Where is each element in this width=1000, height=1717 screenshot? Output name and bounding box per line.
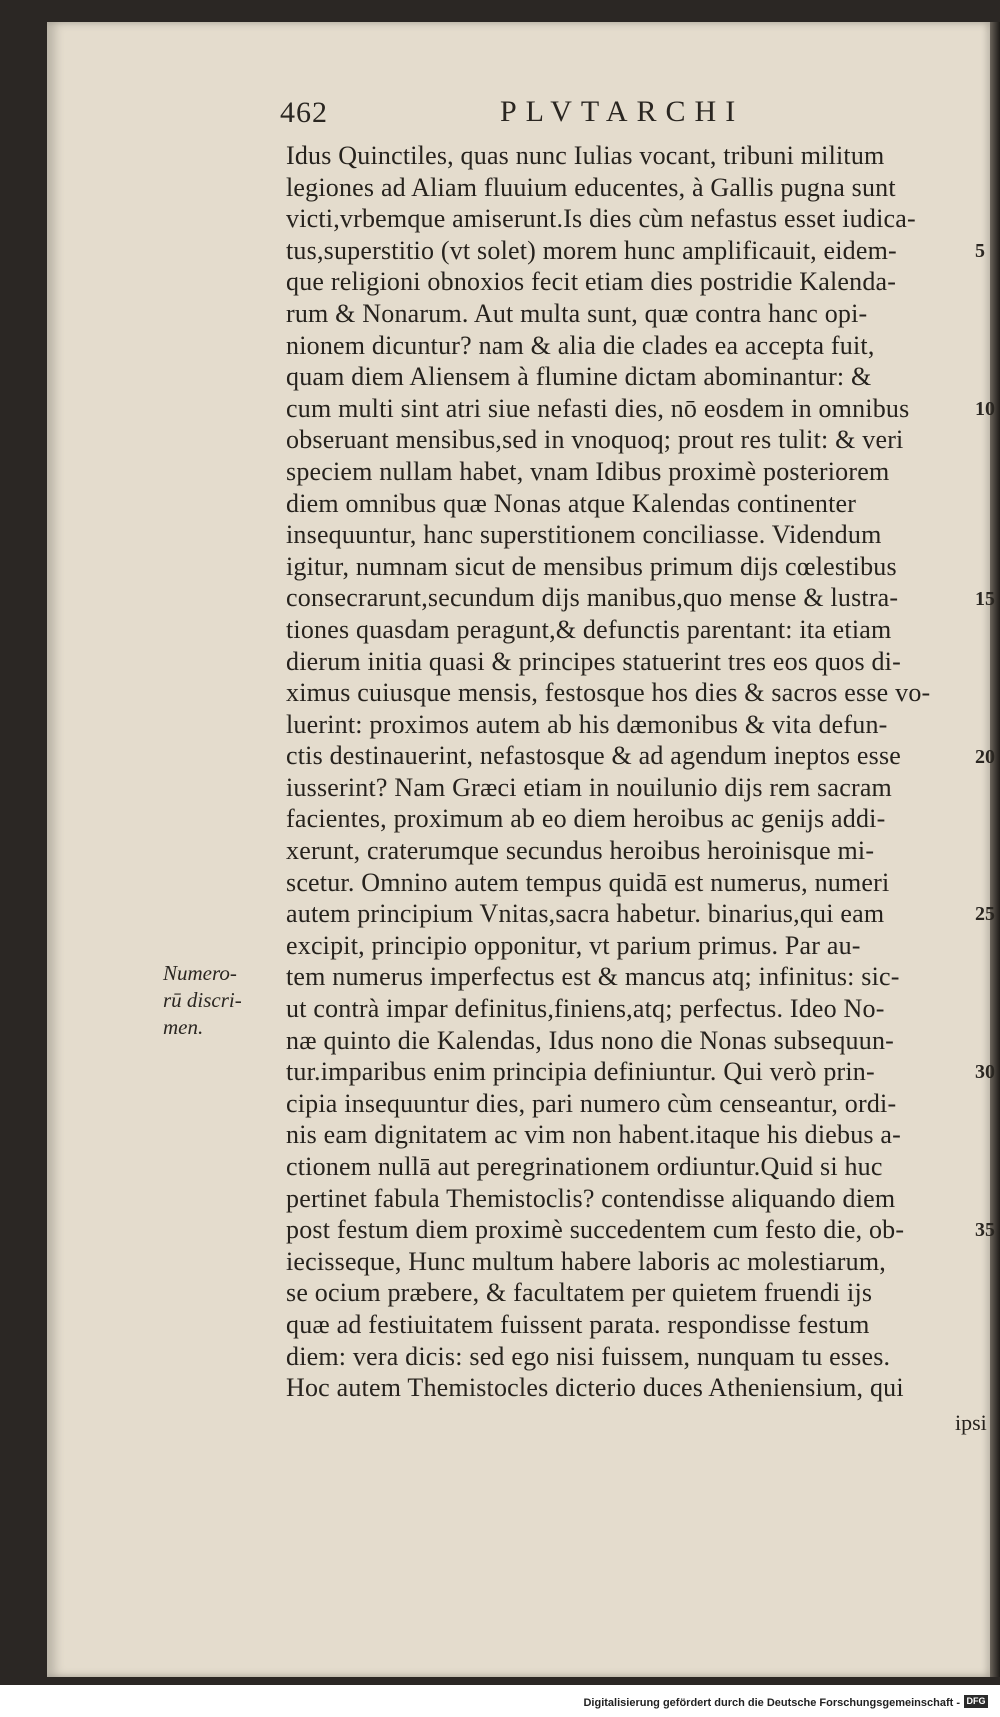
margin-note-line: rū discri- [163,988,242,1012]
text-line: tem numerus imperfectus est & mancus atq; infinitus: sic- [286,962,900,992]
text-line: speciem nullam habet, vnam Idibus proximè posteriorem [286,456,890,486]
text-line: excipit, principio opponitur, vt parium primus. Par au- [286,930,861,960]
text-line: tus,superstitio (vt solet) morem hunc amplificauit, eidem- [286,235,897,265]
text-line: cipia insequuntur dies, pari numero cùm censeantur, ordi- [286,1088,897,1118]
text-line: nis eam dignitatem ac vim non habent.itaque his diebus a- [286,1120,902,1150]
page-number: 462 [280,96,328,129]
footer-credit: Digitalisierung gefördert durch die Deutsche Forschungsgemeinschaft - [583,1697,960,1709]
text-line: diem: vera dicis: sed ego nisi fuissem, nunquam tu esses. [286,1341,891,1371]
text-line: diem omnibus quæ Nonas atque Kalendas continenter [286,488,857,518]
footer-bar [0,1688,1000,1717]
dfg-logo: DFG [964,1695,988,1708]
text-line: ctis destinauerint, nefastosque & ad agendum ineptos esse [286,741,902,771]
text-line: xerunt, craterumque secundus heroibus heroinisque mi- [286,836,875,866]
text-line: Hoc autem Themistocles dicterio duces Atheniensium, qui [286,1373,904,1403]
text-line: luerint: proximos autem ab his dæmonibus & vita defun- [286,709,888,739]
main-text-block [286,140,976,1404]
text-line: obseruant mensibus,sed in vnoquoq; prout res tulit: & veri [286,425,904,455]
text-line: dierum initia quasi & principes statuerint tres eos quos di- [286,646,901,676]
text-line: facientes, proximum ab eo diem heroibus ac genijs addi- [286,804,886,834]
text-line: ctionem nullā aut peregrinationem ordiuntur.Quid si huc [286,1152,883,1181]
text-line: pertinet fabula Themistoclis? contendisse aliquando diem [286,1183,896,1213]
text-line: insequuntur, hanc superstitionem conciliasse. Videndum [286,520,882,550]
line-number: 30 [975,1061,995,1083]
text-line: rum & Nonarum. Aut multa sunt, quæ contra hanc opi- [286,298,868,328]
text-line: scetur. Omnino autem tempus quidā est numerus, numeri [286,867,890,897]
text-line: nionem dicuntur? nam & alia die clades ea accepta fuit, [286,330,875,360]
text-line: tur.imparibus enim principia definiuntur. Qui verò prin- [286,1057,875,1087]
text-line: autem principium Vnitas,sacra habetur. binarius,qui eam [286,899,885,929]
text-line: ximus cuiusque mensis, festosque hos dies & sacros esse vo- [286,678,931,708]
running-head: PLVTARCHI [500,95,745,128]
text-line: quam diem Aliensem à flumine dictam abominantur: & [286,362,872,392]
margin-note-line: men. [163,1015,204,1039]
catchword: ipsi [955,1410,987,1435]
text-line: næ quinto die Kalendas, Idus nono die Nonas subsequun- [286,1025,894,1055]
text-line: quæ ad festiuitatem fuissent parata. respondisse festum [286,1309,870,1339]
text-line: tiones quasdam peragunt,& defunctis parentant: ita etiam [286,614,892,644]
text-line: igitur, numnam sicut de mensibus primum dijs cœlestibus [286,551,897,581]
line-number: 5 [975,240,985,262]
margin-note-line: Numero- [163,961,237,985]
text-line: cum multi sint atri siue nefasti dies, nō eosdem in omnibus [286,393,910,423]
text-line: Idus Quinctiles, quas nunc Iulias vocant, tribuni militum [286,141,885,170]
text-line: ut contrà impar definitus,finiens,atq; perfectus. Ideo No- [286,994,885,1024]
line-number: 15 [975,588,995,610]
text-line: post festum diem proximè succedentem cum festo die, ob- [286,1215,905,1245]
line-number: 10 [975,398,995,420]
page-spine-shadow [990,22,1000,1677]
margin-note [163,960,283,1041]
text-line: que religioni obnoxios fecit etiam dies postridie Kalenda- [286,267,897,297]
text-line: victi,vrbemque amiserunt.Is dies cùm nefastus esset iudica- [286,204,916,234]
line-number: 25 [975,903,995,925]
text-line: iecisseque, Hunc multum habere laboris ac molestiarum, [286,1246,886,1276]
line-number: 35 [975,1219,995,1241]
text-line: legiones ad Aliam fluuium educentes, à Gallis pugna sunt [286,172,896,202]
line-number: 20 [975,746,995,768]
text-line: consecrarunt,secundum dijs manibus,quo mense & lustra- [286,583,899,613]
text-line: se ocium præbere, & facultatem per quietem fruendi ijs [286,1278,873,1308]
text-line: iusserint? Nam Græci etiam in nouilunio dijs rem sacram [286,772,892,802]
